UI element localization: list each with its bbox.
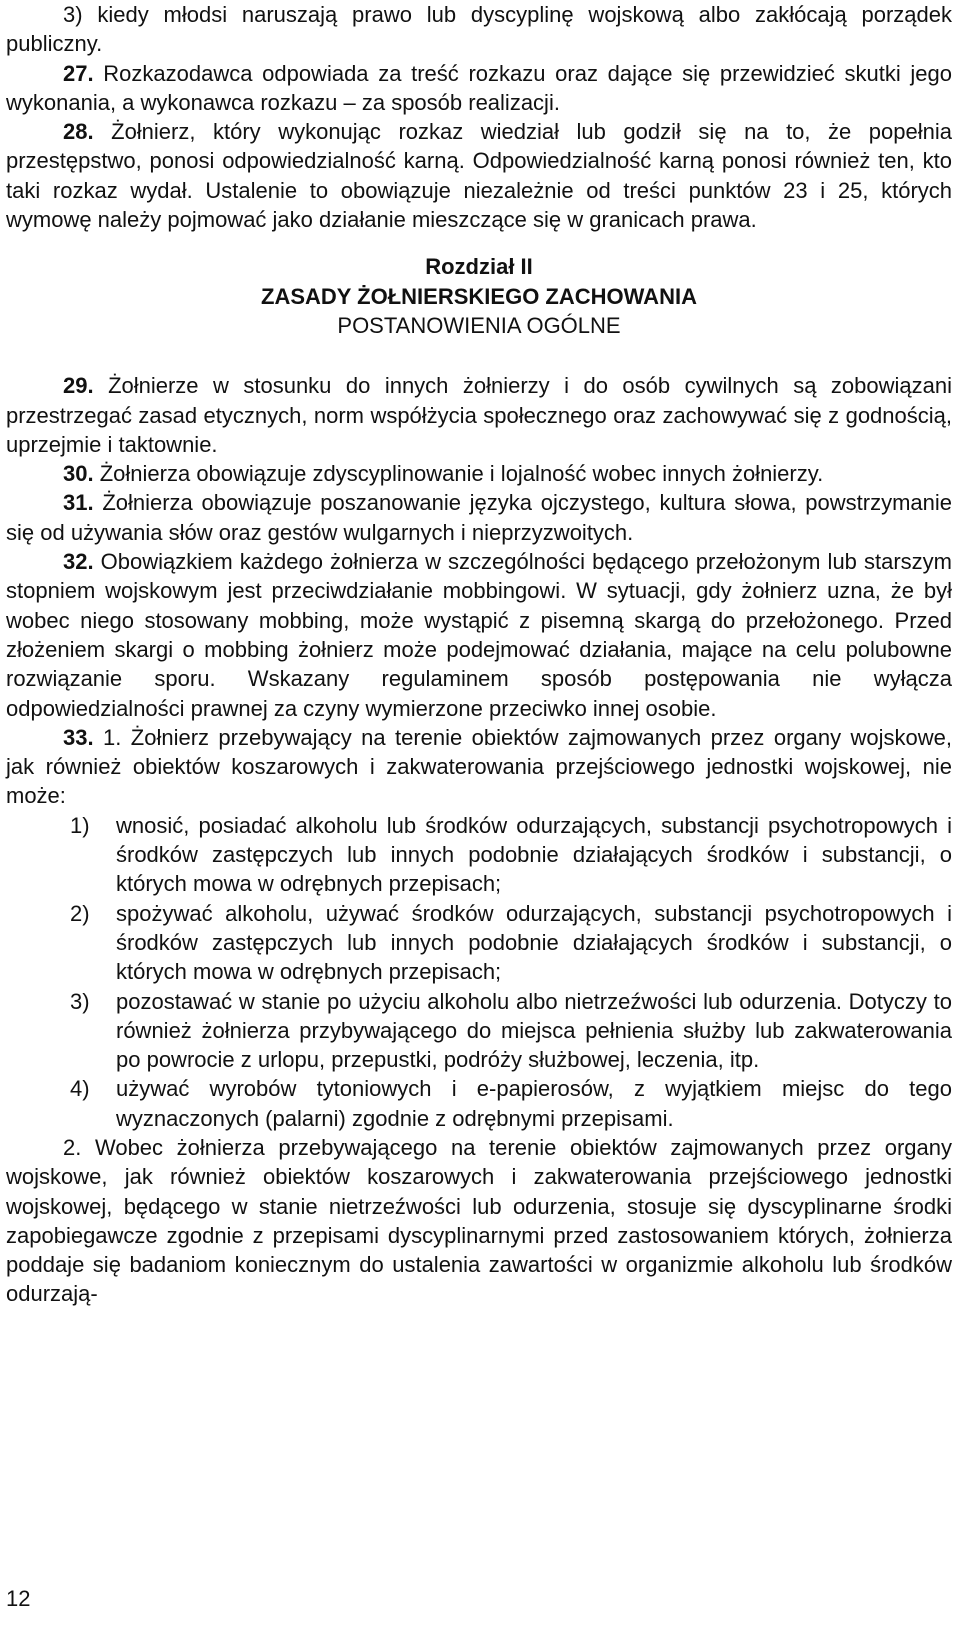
chapter-label: Rozdział II bbox=[425, 254, 533, 280]
list-marker: 3) bbox=[70, 988, 90, 1014]
paragraph-33 bbox=[6, 723, 952, 811]
prohibition-list bbox=[6, 811, 952, 1133]
list-item bbox=[6, 987, 952, 1075]
list-item-text: wnosić, posiadać alkoholu lub środków odurzających, substancji psychotropowych i środków zastępczych lub innych podobnie działających środków i substancji, o których mowa w odrębnych przepisach; bbox=[116, 812, 952, 897]
paragraph-text: Żołnierza obowiązuje zdyscyplinowanie i lojalność wobec innych żołnierzy. bbox=[99, 461, 824, 487]
paragraph-number: 27. bbox=[63, 60, 94, 86]
paragraph-33-part-2: 2. Wobec żołnierza przebywającego na terenie obiektów zajmowanych przez organy wojskowe, jak również obiektów koszarowych i zakwaterowania przejściowego jednostki wojskowej, będącego w stanie nietrzeźwości lub odurzenia, stosuje się dyscyplinarne środki zapobiegawcze zgodnie z przepisami dyscyplinarnymi przed zastosowaniem których, żołnierza poddaje się badaniom koniecznym do ustalenia zawartości w organizmie alkoholu lub środków odurzają- bbox=[6, 1134, 952, 1307]
chapter-title: ZASADY ŻOŁNIERSKIEGO ZACHOWANIA bbox=[261, 283, 697, 309]
chapter-subtitle: POSTANOWIENIA OGÓLNE bbox=[337, 312, 621, 338]
paragraph-number: 28. bbox=[63, 119, 94, 145]
paragraph-30 bbox=[6, 459, 952, 488]
list-item-text: używać wyrobów tytoniowych i e-papierosów, z wyjątkiem miejsc do tego wyznaczonych (palarni) zgodnie z odrębnymi przepisami. bbox=[116, 1076, 952, 1131]
paragraph-text: 1. Żołnierz przebywający na terenie obiektów zajmowanych przez organy wojskowe, jak również obiektów koszarowych i zakwaterowania przejściowego jednostki wojskowej, nie może: bbox=[6, 724, 952, 809]
list-marker: 1) bbox=[70, 812, 90, 838]
page-number: 12 bbox=[6, 1586, 31, 1611]
list-item bbox=[6, 811, 952, 899]
paragraph-text: Żołnierze w stosunku do innych żołnierzy i do osób cywilnych są zobowiązani przestrzegać zasad etycznych, norm współżycia społecznego oraz zachowywać się z godnością, uprzejmie i taktownie. bbox=[6, 373, 952, 457]
paragraph-text: Żołnierza obowiązuje poszanowanie języka ojczystego, kultura słowa, powstrzymanie się od używania słów oraz gestów wulgarnych i nieprzyzwoitych. bbox=[6, 490, 952, 545]
list-marker: 4) bbox=[70, 1076, 90, 1102]
paragraph-32 bbox=[6, 547, 952, 723]
paragraph-number: 32. bbox=[63, 549, 94, 575]
list-item-text: spożywać alkoholu, używać środków odurzających, substancji psychotropowych i środków zastępczych lub innych podobnie działających środków i substancji, o których mowa w odrębnych przepisach; bbox=[116, 900, 952, 985]
paragraph-31 bbox=[6, 488, 952, 547]
item-3-continuation: 3) kiedy młodsi naruszają prawo lub dyscyplinę wojskową albo zakłócają porządek publiczny. bbox=[6, 2, 952, 57]
list-item-text: pozostawać w stanie po użyciu alkoholu albo nietrzeźwości lub odurzenia. Dotyczy to również żołnierza przybywającego do miejsca pełnienia służby lub zakwaterowania po powrocie z urlopu, przepustki, podróży służbowej, leczenia, itp. bbox=[116, 988, 952, 1073]
paragraph-28 bbox=[6, 117, 952, 234]
paragraph-number: 30. bbox=[63, 461, 94, 487]
list-item bbox=[6, 1074, 952, 1133]
paragraph-27 bbox=[6, 59, 952, 118]
paragraph-text: Obowiązkiem każdego żołnierza w szczególności będącego przełożonym lub starszym stopniem wojskowym jest przeciwdziałanie mobbingowi. W sytuacji, gdy żołnierz uzna, że był wobec niego stosowany mobbing, może wystąpić z pisemną skargą do przełożonego. Przed złożeniem skargi o mobbing żołnierz może podejmować działania, mające na celu polubowne rozwiązanie sporu. Wskazany regulaminem sposób postępowania nie wyłącza odpowiedzialności prawnej za czyny wymierzone przeciwko innej osobie. bbox=[6, 549, 952, 721]
paragraph-text: Rozkazodawca odpowiada za treść rozkazu oraz dające się przewidzieć skutki jego wykonania, a wykonawca rozkazu – za sposób realizacji. bbox=[6, 60, 952, 115]
paragraph-text: Żołnierz, który wykonując rozkaz wiedział lub godził się na to, że popełnia przestępstwo, ponosi odpowiedzialność karną. Odpowiedzialność karną ponosi również ten, kto taki rozkaz wydał. Ustalenie to obowiązuje niezależnie od treści punktów 23 i 25, których wymowę należy pojmować jako działanie mieszczące się w granicach prawa. bbox=[6, 119, 952, 233]
list-marker: 2) bbox=[70, 900, 90, 926]
list-item bbox=[6, 899, 952, 987]
paragraph-number: 29. bbox=[63, 373, 94, 399]
paragraph-29 bbox=[6, 371, 952, 459]
paragraph-number: 31. bbox=[63, 490, 94, 516]
paragraph-number: 33. bbox=[63, 724, 94, 750]
document-page bbox=[6, 0, 952, 1309]
chapter-heading bbox=[6, 252, 952, 340]
